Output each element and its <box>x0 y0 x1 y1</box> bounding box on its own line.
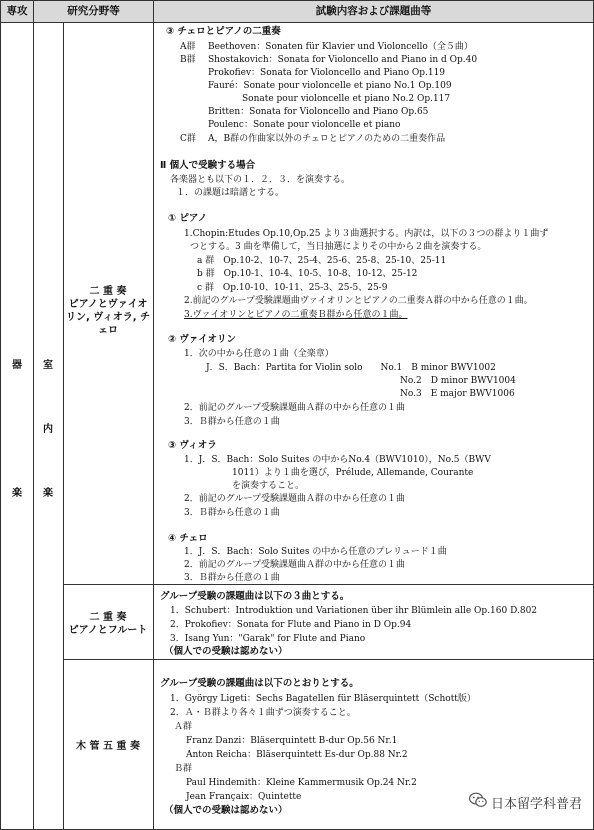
piano-c: c 群 Op.10-10、10-11、25-3、25-5、25-9 <box>197 283 388 293</box>
violin-l3: No.2 D minor BWV1004 <box>400 376 516 386</box>
cello-duo-b1: Shostakovich：Sonata for Violoncello and Piano in d Op.40 <box>208 55 478 65</box>
cello-duo-b4: Sonate pour violoncelle et piano No.2 Op.117 <box>242 94 451 104</box>
violin-heading: ② ヴァイオリン <box>168 334 236 345</box>
piano-a: a 群 Op.10-2、10-7、25-4、25-6、25-8、25-10、25-11 <box>197 256 447 266</box>
violin-l6: 3．Ｂ群から任意の１曲 <box>184 417 280 427</box>
piano-l1: 1.Chopin:Etudes Op.10,Op.25 より３曲選択する。内訳は，以下の３つの群より１曲ず <box>184 229 549 239</box>
viola-l1: 1．J．S．Bach：Solo Suites の中からNo.4（BWV1010），No.5（BWV <box>184 455 491 465</box>
duo-strings-label: 二 重 奏 ピアノとヴァイオリン, ヴィオラ, チェロ <box>66 286 150 336</box>
cello-duo-a1: Beethoven：Sonaten für Klavier und Violoncello（全５曲） <box>208 42 473 52</box>
flute-l1: 1．Schubert：Introduktion und Variationen über ihr Blümlein alle Op.160 D.802 <box>170 606 538 616</box>
piano-heading: ① ピアノ <box>168 213 208 224</box>
duo-flute-label: 二 重 奏 ピアノとフルート <box>68 612 148 636</box>
watermark-text: 日本留学科普君 <box>490 796 582 812</box>
wind-l1: 1．György Ligeti：Sechs Bagatellen für Bläserquintett（Schott版） <box>170 694 476 704</box>
header-major: 専攻 <box>6 5 28 17</box>
viola-l5: 3．Ｂ群から任意の１曲 <box>184 508 280 518</box>
piano-l3: 2.前記のグループ受験課題曲ヴァイオリンとピアノの二重奏Ａ群の中から任意の１曲。 <box>184 296 533 306</box>
individual-heading: Ⅱ 個人で受験する場合 <box>160 160 256 171</box>
cello-duo-b2: Prokofiev：Sonata for Violoncello and Piano Op.119 <box>208 68 446 78</box>
row-divider-2 <box>63 659 594 660</box>
flute-l3: 3．Isang Yun："Garak" for Flute and Piano <box>170 634 366 644</box>
viola-l4: 2．前記のグループ受験課題曲Ａ群の中から任意の１曲 <box>184 494 406 504</box>
viola-l2: 1011）より１曲を選び，Prélude, Allemande, Courante <box>232 468 474 478</box>
flute-note: （個人での受験は認めない） <box>164 646 288 657</box>
cello-duo-b6: Poulenc：Sonate pour violoncelle et piano <box>208 120 401 130</box>
wind-quintet-label: 木 管 五 重 奏 <box>76 741 140 752</box>
wind-a-group: Ａ群 <box>174 722 193 732</box>
wind-a1: Franz Danzi：Bläserquintett B-dur Op.56 Nr.1 <box>186 736 398 746</box>
cello-l3: 3．Ｂ群から任意の１曲 <box>184 573 280 583</box>
header-divider <box>0 22 594 23</box>
cello-duo-heading: ③ チェロとピアノの二重奏 <box>166 26 281 37</box>
violin-l2: J．S．Bach：Partita for Violin solo No.1 B minor BWV1002 <box>206 363 496 373</box>
wind-note: （個人での受験は認めない） <box>164 805 288 816</box>
piano-b: b 群 Op.10-1、10-4、10-5、10-8、10-12、25-12 <box>197 269 418 279</box>
cello-duo-b5: Britten：Sonata for Violoncello and Piano Op.65 <box>208 107 429 117</box>
wechat-icon <box>469 792 487 812</box>
watermark <box>469 792 582 812</box>
cello-heading: ④ チェロ <box>168 533 208 544</box>
cello-l1: 1．J．S．Bach：Solo Suites の中から任意のプレリュード１曲 <box>184 547 447 557</box>
cello-duo-b-group: B群 <box>180 55 196 65</box>
header-content: 試験内容および課題曲等 <box>315 5 432 17</box>
field-char-1: 室 <box>43 360 53 371</box>
flute-heading: グループ受験の課題曲は以下の３曲とする。 <box>160 591 350 602</box>
cello-duo-b3: Fauré：Sonate pour violoncelle et piano No.1 Op.109 <box>208 81 452 91</box>
violin-l1: 1．次の中から任意の１曲（全楽章） <box>184 349 334 359</box>
individual-line1: 各楽器とも以下の１．２．３．を演奏する。 <box>170 175 351 185</box>
piano-l4: 3.ヴァイオリンとピアノの二重奏Ｂ群から任意の１曲。 <box>184 310 408 320</box>
violin-l4: No.3 E major BWV1006 <box>400 389 515 399</box>
piano-l2: つとする。3 曲を準備して，当日抽選によりその中から２曲を演奏する。 <box>190 242 487 252</box>
cello-duo-c1: A，B群の作曲家以外のチェロとピアノのための二重奏作品 <box>208 134 446 144</box>
major-char-2: 楽 <box>12 488 22 499</box>
major-char-1: 器 <box>12 360 22 371</box>
cello-duo-c-group: C群 <box>180 134 196 144</box>
wind-l2: 2．Ａ・Ｂ群より各々１曲ずつ演奏すること。 <box>170 708 356 718</box>
col-divider-2 <box>63 22 64 830</box>
viola-heading: ③ ヴィオラ <box>168 440 217 451</box>
wind-b2: Jean Françaix：Quintette <box>186 792 302 802</box>
field-char-2: 内 <box>43 424 53 435</box>
wind-b-group: Ｂ群 <box>174 764 193 774</box>
wind-b1: Paul Hindemith：Kleine Kammermusik Op.24 Nr.2 <box>186 778 417 788</box>
border-top <box>0 0 594 1</box>
flute-l2: 2．Prokofiev：Sonata for Flute and Piano in D Op.94 <box>170 620 412 630</box>
border-left <box>0 0 1 830</box>
violin-l5: 2．前記のグループ受験課題曲Ａ群の中から任意の１曲 <box>184 403 406 413</box>
wind-heading: グループ受験の課題曲は以下のとおりとする。 <box>160 678 359 689</box>
col-divider-3 <box>153 0 154 830</box>
cello-duo-a-group: A群 <box>180 42 196 52</box>
col-divider-1 <box>33 0 34 830</box>
individual-line2: １．の課題は暗譜とする。 <box>176 188 285 198</box>
row-divider-1 <box>63 584 594 585</box>
field-char-3: 楽 <box>43 488 53 499</box>
wind-a2: Anton Reicha：Bläserquintett Es-dur Op.88 Nr.2 <box>186 750 408 760</box>
header-field: 研究分野等 <box>67 5 120 17</box>
cello-l2: 2．前記のグループ受験課題曲Ａ群の中から任意の１曲 <box>184 560 406 570</box>
viola-l3: を演奏すること。 <box>232 481 305 491</box>
